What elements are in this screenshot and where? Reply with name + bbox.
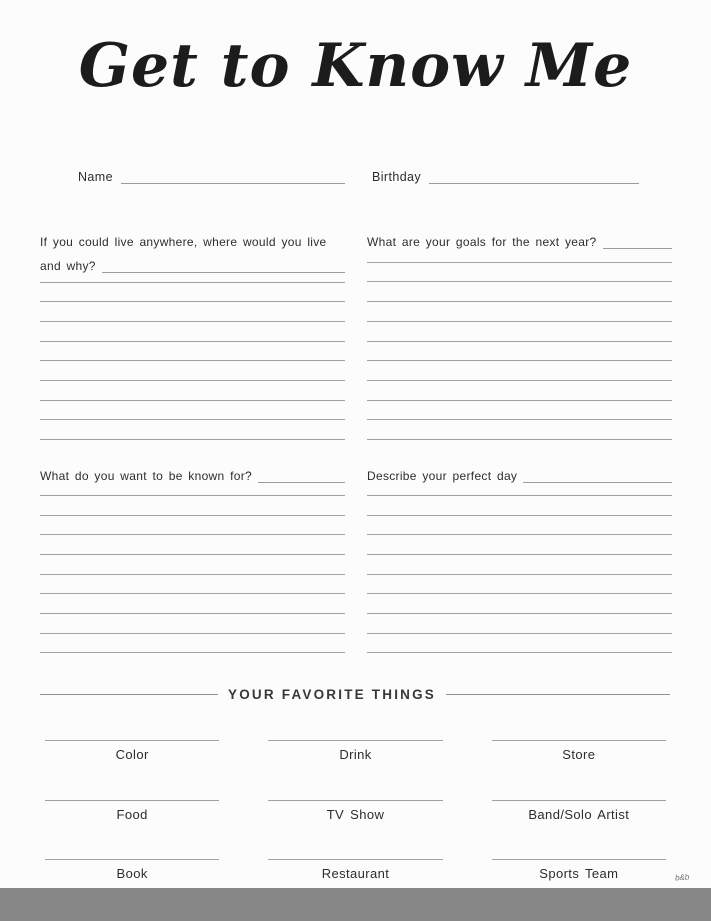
answer-line (40, 301, 345, 321)
answer-line (40, 613, 345, 633)
answer-line (40, 515, 345, 535)
footer-gray-bar (0, 888, 711, 921)
answer-line (367, 495, 672, 515)
question-text-line (367, 464, 672, 488)
favorite-label: Book (116, 866, 148, 881)
answer-line (367, 633, 672, 653)
question-text-line (40, 254, 345, 278)
heading-left-divider (40, 694, 218, 695)
answer-blank-line (603, 247, 672, 249)
question-text: and why? (40, 259, 96, 273)
questions-column-right (367, 228, 672, 672)
favorite-label: Band/Solo Artist (528, 806, 630, 822)
answer-line (367, 515, 672, 535)
answer-line (367, 281, 672, 301)
answer-line (40, 534, 345, 554)
answer-line (40, 341, 345, 361)
favorites-heading-row (40, 687, 670, 702)
answer-lines (367, 495, 672, 672)
answer-lines (367, 262, 672, 459)
answer-line (367, 439, 672, 459)
name-label: Name (78, 170, 113, 184)
question-text: If you could live anywhere, where would you live (40, 235, 327, 249)
answer-line (367, 301, 672, 321)
answer-blank-line (258, 481, 345, 483)
answer-line (40, 282, 345, 302)
question-text-line (367, 230, 672, 254)
page-title: Get to Know Me (78, 31, 633, 101)
favorite-label: Food (116, 806, 148, 822)
question-block-goals-next-year (367, 228, 672, 459)
answer-line (40, 360, 345, 380)
answer-line (40, 633, 345, 653)
question-block-perfect-day (367, 462, 672, 672)
questions-column-left (40, 228, 345, 672)
watermark: b&b (674, 872, 690, 883)
favorite-label: Sports Team (539, 866, 619, 881)
favorite-label: Store (562, 747, 596, 762)
favorite-item-store (492, 740, 666, 800)
birthday-blank-line (429, 182, 639, 184)
favorite-label: Restaurant (321, 866, 390, 881)
favorite-label: Drink (339, 747, 372, 762)
questions-section (40, 228, 672, 672)
question-block-known-for (40, 462, 345, 672)
question-area (40, 228, 345, 282)
favorite-label: TV Show (326, 806, 385, 822)
heading-right-divider (446, 694, 670, 695)
answer-line (367, 380, 672, 400)
answer-line (40, 380, 345, 400)
question-text: What do you want to be known for? (40, 468, 253, 483)
answer-line (40, 321, 345, 341)
answer-line (40, 593, 345, 613)
question-text-line (40, 230, 345, 254)
favorite-item-food (45, 800, 219, 860)
answer-line (367, 262, 672, 282)
favorite-item-drink (268, 740, 442, 800)
question-text: Describe your perfect day (367, 468, 518, 483)
favorites-heading: YOUR FAVORITE THINGS (228, 687, 437, 702)
answer-line (40, 574, 345, 594)
question-area (367, 228, 672, 262)
question-text: What are your goals for the next year? (367, 235, 597, 249)
answer-line (40, 419, 345, 439)
answer-blank-line (102, 271, 345, 273)
answer-line (367, 321, 672, 341)
question-area (40, 462, 345, 495)
question-area (367, 462, 672, 495)
answer-line (367, 554, 672, 574)
favorite-item-color (45, 740, 219, 800)
answer-line (367, 419, 672, 439)
answer-line (40, 495, 345, 515)
birthday-field (367, 168, 639, 187)
name-field (40, 168, 345, 187)
answer-line (40, 400, 345, 420)
favorite-item-tv-show (268, 800, 442, 860)
question-block-live-anywhere (40, 228, 345, 459)
birthday-label: Birthday (372, 170, 422, 184)
header-fields-row (40, 168, 672, 187)
answer-line (40, 554, 345, 574)
answer-line (367, 593, 672, 613)
favorite-label: Color (115, 747, 149, 762)
answer-line (40, 652, 345, 672)
answer-line (367, 652, 672, 672)
answer-blank-line (523, 481, 672, 483)
answer-lines (40, 282, 345, 459)
answer-line (367, 574, 672, 594)
answer-line (367, 341, 672, 361)
answer-line (367, 534, 672, 554)
answer-lines (40, 495, 345, 672)
favorite-item-band-solo-artist (492, 800, 666, 860)
answer-line (367, 360, 672, 380)
name-blank-line (121, 182, 345, 184)
answer-line (367, 613, 672, 633)
question-text-line (40, 464, 345, 488)
answer-line (40, 439, 345, 459)
answer-line (367, 400, 672, 420)
